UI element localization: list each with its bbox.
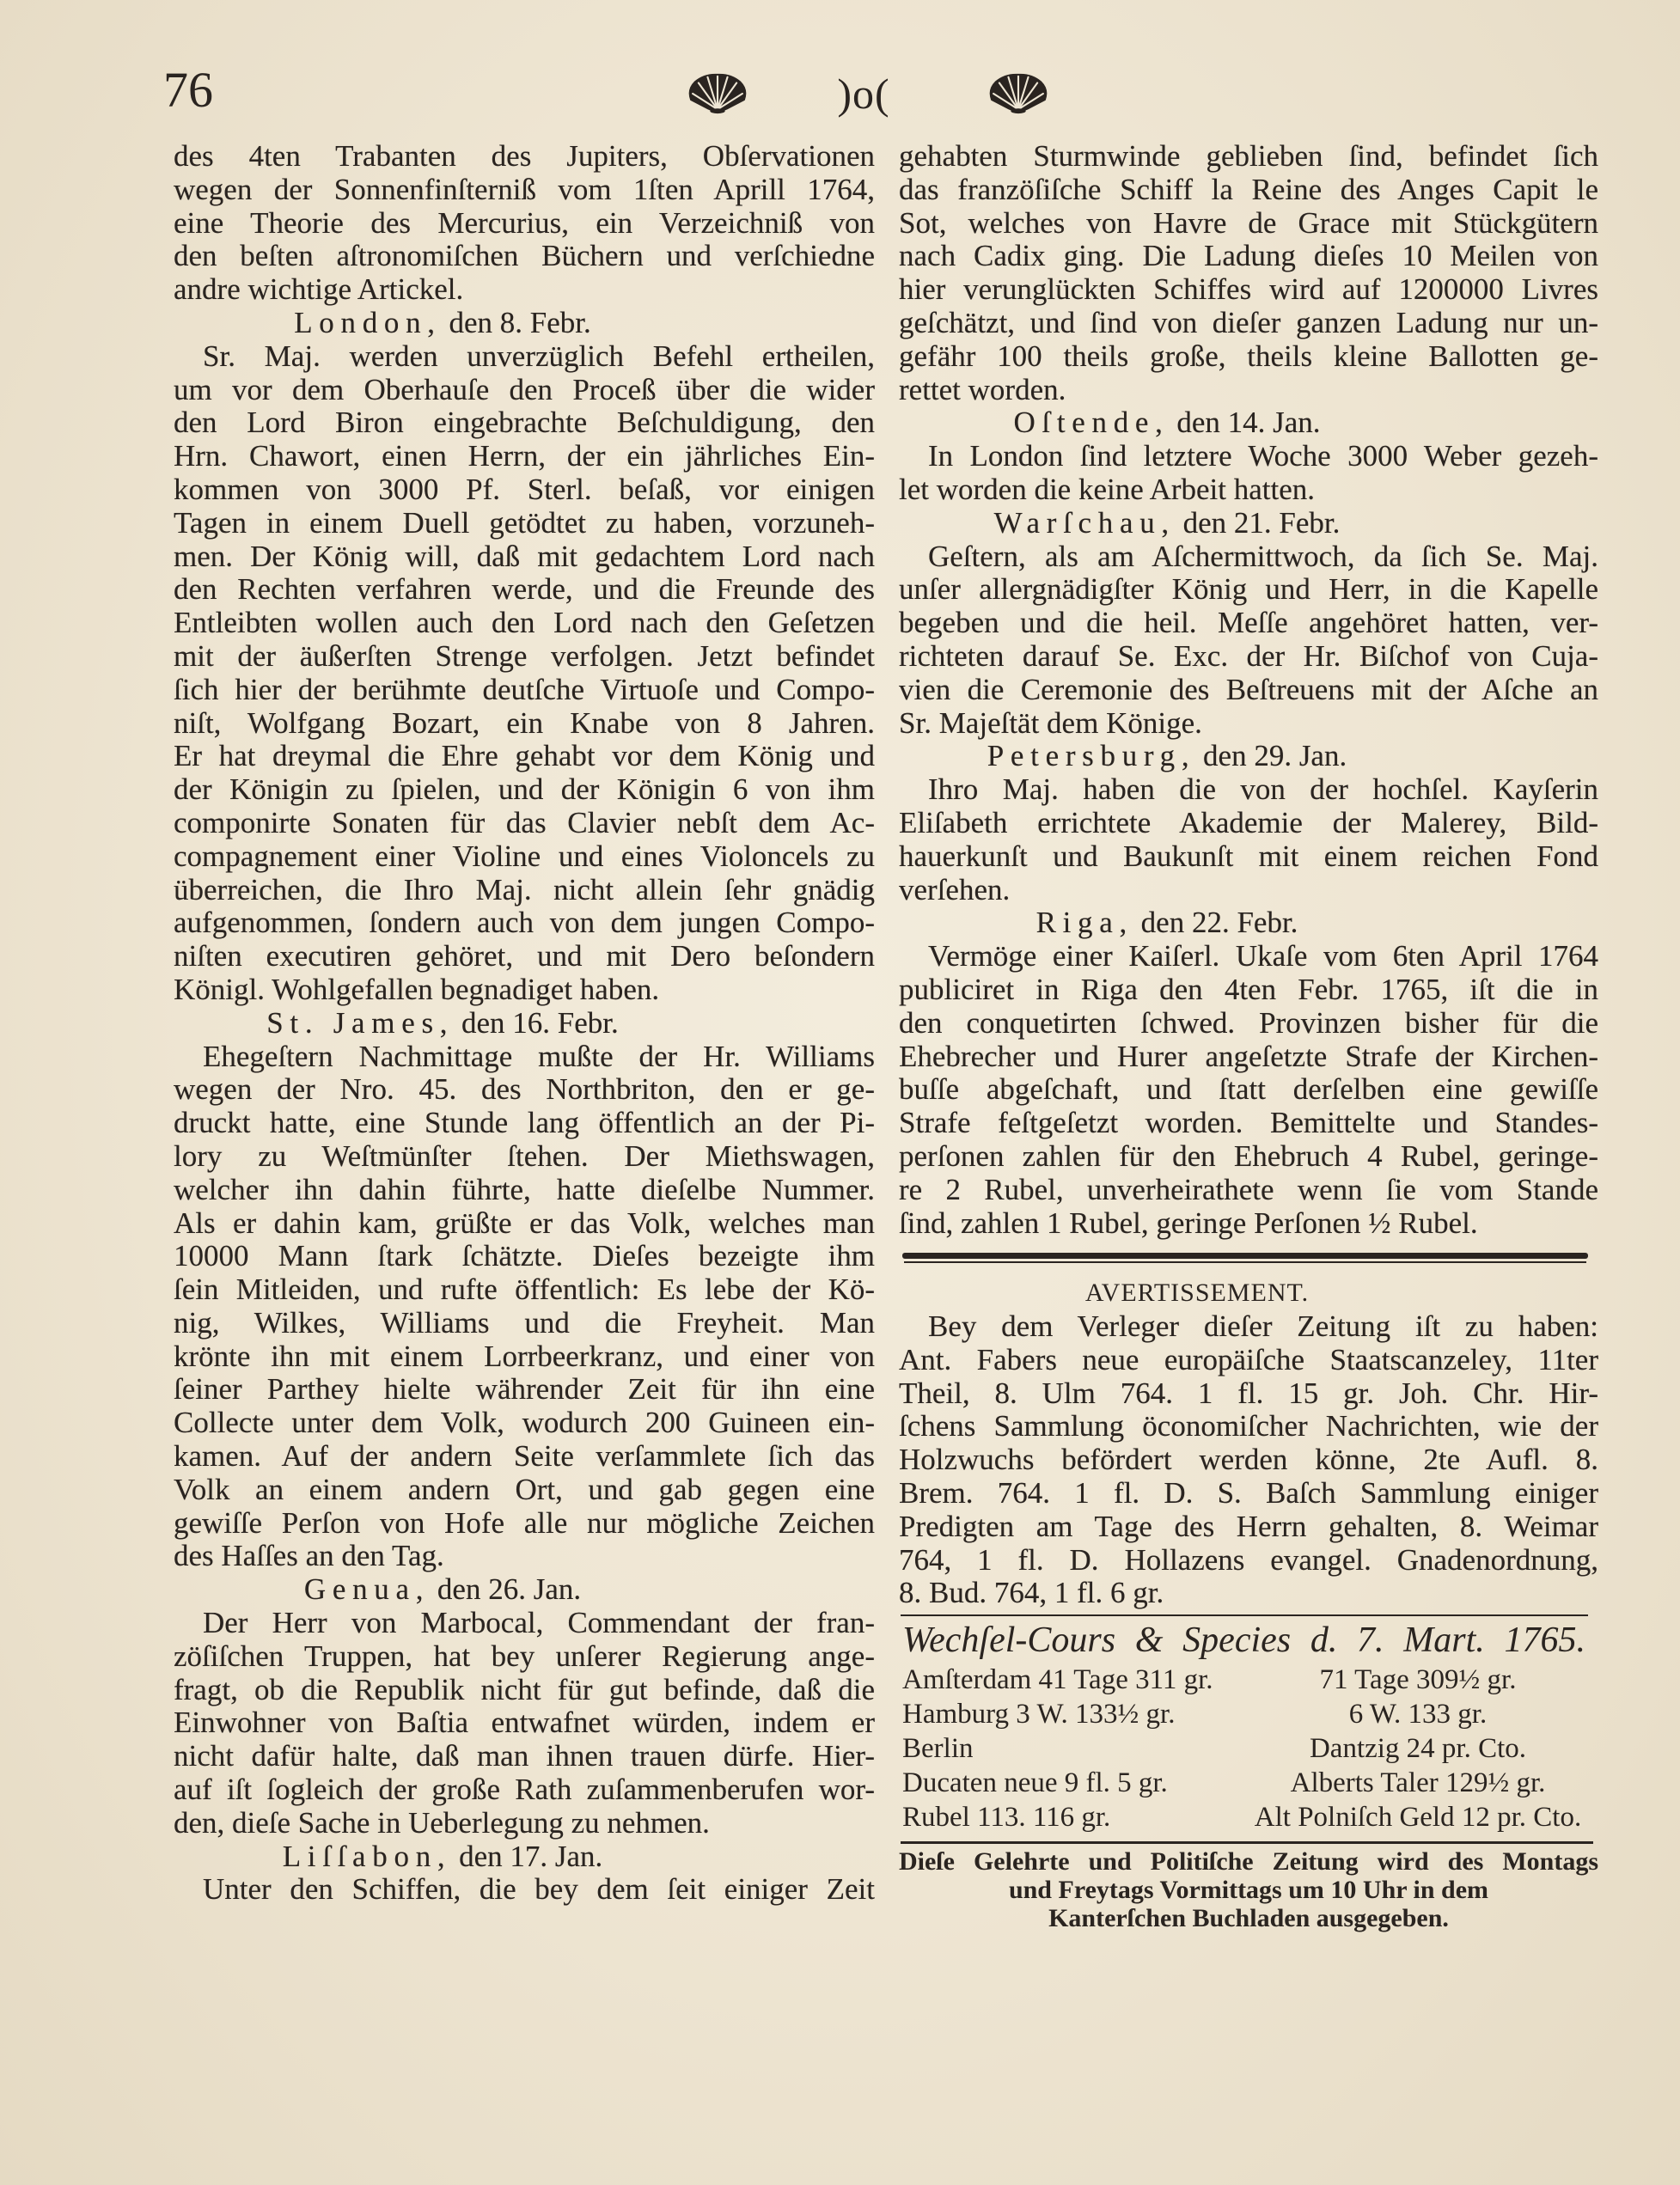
text-line: ſeiner Parthey hielte währender Zeit für ihn eine <box>174 1372 875 1407</box>
section-dateline <box>899 406 1598 440</box>
exchange-cell: 71 Tage 309½ gr. <box>1319 1664 1517 1695</box>
exchange-cell: Ducaten neue 9 fl. 5 gr. <box>902 1767 1168 1798</box>
text-line: 8. Bud. 764, 1 fl. 6 gr. <box>899 1576 1164 1610</box>
section-dateline <box>899 507 1598 540</box>
text-line: ſich hier der berühmte deutſche Virtuoſe und Compo- <box>174 672 875 706</box>
text-line: zöſiſchen Truppen, hat bey unſerer Regierung ange- <box>174 1639 875 1673</box>
text-line: Brem. 764. 1 fl. D. S. Baſch Sammlung einiger <box>899 1475 1598 1510</box>
separator-rule <box>901 1841 1593 1844</box>
text-line: wegen der Nro. 45. des Northbriton, den er ge- <box>174 1072 875 1107</box>
text-line: niſt, Wolfgang Bozart, ein Knabe von 8 Jahren. <box>174 705 875 740</box>
text-line: Sot, welches von Havre de Grace mit Stückgütern <box>899 205 1598 240</box>
text-line: Vermöge einer Kaiſerl. Ukaſe vom 6ten April 1764 <box>928 939 1598 973</box>
text-line: gehabten Sturmwinde geblieben ſind, befindet ſich <box>899 139 1598 173</box>
text-line: Predigten am Tage des Herrn gehalten, 8. Weimar <box>899 1509 1598 1543</box>
text-line: vien die Ceremonie des Beſtreuens mit der Aſche an <box>899 672 1598 706</box>
text-line: überreichen, die Ihro Maj. nicht allein ſehr gnädig <box>174 872 875 906</box>
text-line: compagnement einer Violine und eines Violoncels zu <box>174 839 875 873</box>
article-paragraph <box>174 340 875 1007</box>
text-line: nicht dafür halte, daß man ihnen trauen dürfe. Hier- <box>174 1739 875 1773</box>
text-line: ſein Mitleiden, und rufte öffentlich: Es lebe der Kö- <box>174 1273 875 1307</box>
article-paragraph <box>174 1607 875 1840</box>
text-line: des Haſſes an den Tag. <box>174 1539 444 1573</box>
text-line: druckt hatte, eine Stunde lang öffentlich an der Pi- <box>174 1106 875 1140</box>
text-line: verſehen. <box>899 872 1011 906</box>
article-paragraph <box>899 540 1598 741</box>
text-line: Geſtern, als am Aſchermittwoch, da ſich Se. Maj. <box>928 539 1598 573</box>
separator-rule <box>902 1253 1588 1259</box>
publication-notice <box>899 1847 1598 1932</box>
text-line: Als er dahin kam, grüßte er das Volk, welches man <box>174 1205 875 1240</box>
text-line: unſer allergnädigſter König und Herr, in die Kapelle <box>899 572 1598 607</box>
advertisement-paragraph <box>899 1310 1598 1610</box>
dateline-place: Warſchau, <box>993 505 1176 540</box>
article-paragraph <box>899 940 1598 1240</box>
exchange-row <box>902 1766 1594 1800</box>
text-line: mit der äußerſten Strenge verfolgen. Jetzt befindet <box>174 638 875 673</box>
text-line: welcher ihn dahin führte, hatte dieſelbe Nummer. <box>174 1172 875 1206</box>
text-line: kamen. Auf der andern Seite verſammlete ſich das <box>174 1439 875 1474</box>
text-line: Holzwuchs befördert werden könne, 2te Aufl. 8. <box>899 1443 1598 1477</box>
text-line: den beſten aſtronomiſchen Büchern und verſchiedne <box>174 239 875 273</box>
text-line: hier verunglückten Schiffes wird auf 1200000 Livres <box>899 272 1598 307</box>
text-line: Hrn. Chawort, einen Herrn, der ein jährliches Ein- <box>174 439 875 473</box>
text-line: Collecte unter dem Volk, wodurch 200 Guineen ein- <box>174 1406 875 1440</box>
text-line: der Königin zu ſpielen, und der Königin 6 von ihm <box>174 772 875 807</box>
exchange-row <box>902 1663 1594 1697</box>
text-line: fragt, ob die Republik nicht für gut befinde, daß die <box>174 1672 875 1706</box>
text-line: let worden die keine Arbeit hatten. <box>899 472 1316 506</box>
text-line: krönte ihn mit einem Lorrbeerkranz, und einer von <box>174 1339 875 1373</box>
text-line: das franzöſiſche Schiff la Reine des Anges Capit le <box>899 172 1598 206</box>
text-line: lory zu Weſtmünſter ſtehen. Der Miethswagen, <box>174 1138 875 1173</box>
dateline-date: den 17. Jan. <box>459 1839 603 1873</box>
section-dateline <box>174 1007 875 1041</box>
exchange-cell: Alt Polniſch Geld 12 pr. Cto. <box>1254 1802 1582 1833</box>
text-line: In London ſind letztere Woche 3000 Weber gezeh- <box>928 439 1598 473</box>
text-line: den, dieſe Sache in Ueberlegung zu nehmen. <box>174 1805 710 1840</box>
dateline-date: den 14. Jan. <box>1176 406 1321 440</box>
text-line: Ihro Maj. haben die von der hochſel. Kayſerin <box>928 772 1598 807</box>
text-line: perſonen zahlen für den Ehebruch 4 Rubel, geringe- <box>899 1138 1598 1173</box>
shell-ornament-icon <box>684 72 751 115</box>
dateline-date: den 26. Jan. <box>437 1572 582 1607</box>
article-paragraph <box>174 140 875 307</box>
text-line: rettet worden. <box>899 372 1066 406</box>
text-line: ſind, zahlen 1 Rubel, geringe Perſonen ½ Rubel. <box>899 1205 1478 1240</box>
text-line: Theil, 8. Ulm 764. 1 fl. 15 gr. Joh. Chr. Hir- <box>899 1376 1598 1410</box>
text-line: hauerkunſt und Baukunſt mit einem reichen Fond <box>899 839 1598 873</box>
text-line: Ehegeſtern Nachmittage mußte der Hr. Williams <box>203 1039 875 1073</box>
exchange-cell: 6 W. 133 gr. <box>1348 1699 1488 1730</box>
exchange-cell: Dantzig 24 pr. Cto. <box>1309 1733 1527 1764</box>
dateline-place: Genua, <box>303 1572 431 1607</box>
text-line: Volk an einem andern Ort, und gab gegen eine <box>174 1472 875 1506</box>
dateline-place: Petersburg, <box>987 739 1196 773</box>
exchange-cell: Alberts Taler 129½ gr. <box>1290 1767 1546 1798</box>
shell-ornament-icon <box>985 72 1052 115</box>
exchange-table <box>902 1663 1594 1834</box>
text-line: kommen von 3000 Pf. Sterl. beſaß, vor einigen <box>174 472 875 506</box>
left-column <box>174 140 875 1907</box>
text-line: Eliſabeth errichtete Akademie der Malerey, Bild- <box>899 805 1598 839</box>
center-ornament: )o( <box>837 70 890 118</box>
exchange-row <box>902 1800 1594 1834</box>
advertisement-title: AVERTISSEMENT. <box>1084 1279 1310 1307</box>
text-line: Sr. Maj. werden unverzüglich Befehl ertheilen, <box>203 339 875 373</box>
text-line: 764, 1 fl. D. Hollazens evangel. Gnadenordnung, <box>899 1542 1598 1577</box>
separator-rule <box>904 1261 1586 1263</box>
section-dateline <box>174 1573 875 1607</box>
text-line: auf iſt ſogleich der große Rath zuſammenberufen wor- <box>174 1773 875 1807</box>
exchange-title: Wechſel-Cours & Species d. 7. Mart. 1765. <box>902 1620 1585 1660</box>
text-line: nig, Wilkes, Williams und die Freyheit. Man <box>174 1305 875 1340</box>
text-line: Ehebrecher und Hurer angeſetzte Strafe der Kirchen- <box>899 1039 1598 1073</box>
text-line: den Rechten verfahren werde, und die Freunde des <box>174 572 875 607</box>
text-line: Der Herr von Marbocal, Commendant der fran- <box>203 1606 875 1640</box>
text-line: Entleibten wollen auch den Lord nach den Geſetzen <box>174 606 875 640</box>
dateline-date: den 29. Jan. <box>1203 739 1347 773</box>
section-dateline <box>899 740 1598 773</box>
text-line: Königl. Wohlgefallen begnadiget haben. <box>174 972 660 1006</box>
text-line: Bey dem Verleger dieſer Zeitung iſt zu haben: <box>928 1309 1598 1343</box>
section-dateline <box>174 307 875 340</box>
text-line: 10000 Mann ſtark ſchätzte. Dieſes bezeigte ihm <box>174 1239 875 1273</box>
text-line: gefähr 100 theils große, theils kleine Ballotten ge- <box>899 339 1598 373</box>
text-line: Tagen in einem Duell getödtet zu haben, vorzuneh- <box>174 505 875 540</box>
dateline-place: London, <box>294 305 442 339</box>
exchange-cell: Amſterdam 41 Tage 311 gr. <box>902 1664 1213 1695</box>
dateline-place: Oſtende, <box>1013 406 1170 440</box>
dateline-date: den 21. Febr. <box>1182 505 1341 540</box>
exchange-cell: Berlin <box>902 1733 974 1764</box>
text-line: begeben und die heil. Meſſe angehöret hatten, ver- <box>899 606 1598 640</box>
right-column <box>899 140 1598 1240</box>
article-paragraph <box>899 440 1598 507</box>
text-line: andre wichtige Artickel. <box>174 272 464 307</box>
text-line: nach Cadix ging. Die Ladung dieſes 10 Meilen von <box>899 239 1598 273</box>
separator-rule <box>901 1614 1588 1616</box>
exchange-cell: Hamburg 3 W. 133½ gr. <box>902 1699 1176 1730</box>
dateline-date: den 16. Febr. <box>461 1005 619 1040</box>
page-number: 76 <box>163 62 213 118</box>
section-dateline <box>174 1840 875 1874</box>
text-line: ſchens Sammlung öconomiſcher Nachrichten, wie der <box>899 1409 1598 1443</box>
text-line: Einwohner von Baſtia entwafnet würden, indem er <box>174 1706 875 1740</box>
text-line: eine Theorie des Mercurius, ein Verzeichniß von <box>174 205 875 240</box>
text-line: den conquetirten ſchwed. Provinzen bisher für die <box>899 1005 1598 1040</box>
notice-line: und Freytags Vormittags um 10 Uhr in dem <box>1008 1876 1489 1904</box>
text-line: Unter den Schiffen, die bey dem ſeit einiger Zeit <box>203 1872 875 1907</box>
exchange-row <box>902 1731 1594 1766</box>
text-line: publiciret in Riga den 4ten Febr. 1765, iſt die in <box>899 972 1598 1006</box>
dateline-place: Riga, <box>1035 906 1133 940</box>
text-line: Sr. Majeſtät dem Könige. <box>899 705 1202 740</box>
article-paragraph <box>899 773 1598 906</box>
text-line: richteten darauf Se. Exc. der Hr. Biſchof von Cuja- <box>899 638 1598 673</box>
text-line: Ant. Fabers neue europäiſche Staatscanzeley, 11ter <box>899 1342 1598 1376</box>
text-line: aufgenommen, ſondern auch von dem jungen Compo- <box>174 906 875 940</box>
text-line: den Lord Biron eingebrachte Beſchuldigung, den <box>174 406 875 440</box>
notice-line: Dieſe Gelehrte und Politiſche Zeitung wird des Montags <box>899 1847 1598 1876</box>
text-line: buſſe abgeſchaft, und ſtatt derſelben eine gewiſſe <box>899 1072 1598 1107</box>
text-line: re 2 Rubel, unverheirathete wenn ſie vom Stande <box>899 1172 1598 1206</box>
dateline-place: St. James, <box>266 1005 455 1040</box>
text-line: des 4ten Trabanten des Jupiters, Obſervationen <box>174 139 875 173</box>
text-line: geſchätzt, und ſind von dieſer ganzen Ladung nur un- <box>899 305 1598 339</box>
article-paragraph <box>174 1041 875 1574</box>
exchange-row <box>902 1697 1594 1731</box>
text-line: men. Der König will, daß mit gedachtem Lord nach <box>174 539 875 573</box>
text-line: gewiſſe Perſon von Hofe alle nur mögliche Zeichen <box>174 1505 875 1540</box>
text-line: niſten executiren gehöret, und mit Dero beſondern <box>174 939 875 973</box>
notice-line: Kanterſchen Buchladen ausgegeben. <box>1048 1904 1449 1932</box>
article-paragraph <box>174 1873 875 1907</box>
dateline-date: den 8. Febr. <box>449 305 591 339</box>
text-line: Strafe feſtgeſetzt worden. Bemittelte und Standes- <box>899 1106 1598 1140</box>
text-line: Er hat dreymal die Ehre gehabt vor dem König und <box>174 739 875 773</box>
dateline-place: Liſſabon, <box>282 1839 452 1873</box>
dateline-date: den 22. Febr. <box>1140 906 1298 940</box>
text-line: um vor dem Oberhauſe den Proceß über die wider <box>174 372 875 406</box>
text-line: wegen der Sonnenfinſterniß vom 1ſten Aprill 1764, <box>174 172 875 206</box>
section-dateline <box>899 906 1598 940</box>
article-paragraph <box>899 140 1598 406</box>
exchange-cell: Rubel 113. 116 gr. <box>902 1802 1111 1833</box>
text-line: componirte Sonaten für das Clavier nebſt dem Ac- <box>174 805 875 839</box>
